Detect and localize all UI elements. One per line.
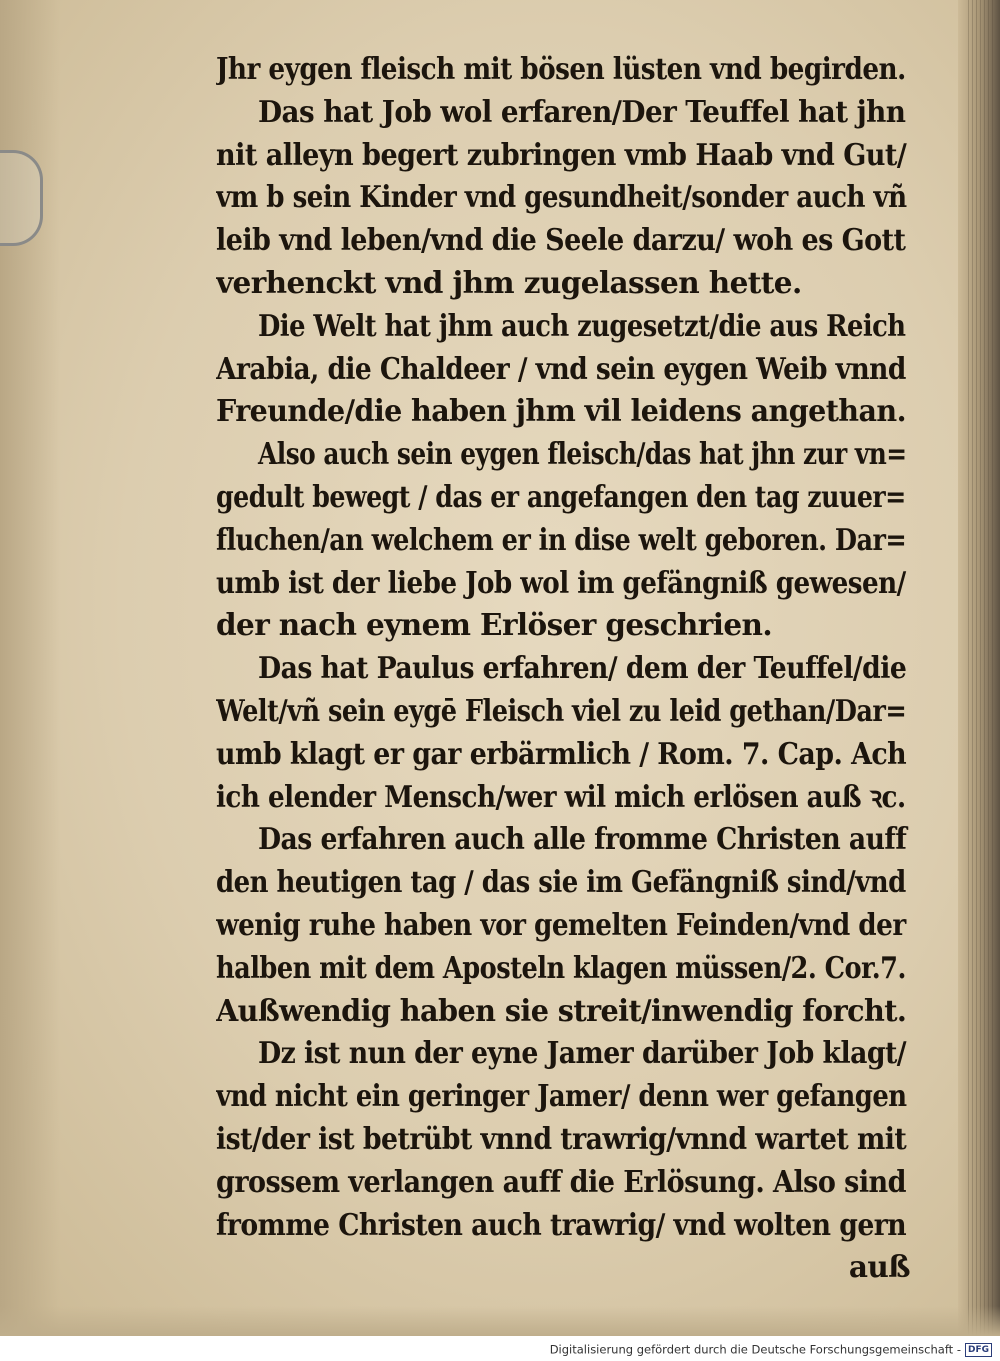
- text-line: wenig ruhe haben vor gemelten Feinden/vnd der: [216, 906, 906, 942]
- text-line: Das erfahren auch alle fromme Christen auff: [258, 821, 907, 857]
- text-line: Dz ist nun der eyne Jamer darüber Job klagt/: [258, 1035, 907, 1071]
- text-line: leib vnd leben/vnd die Seele darzu/ woh es Gott: [216, 222, 906, 258]
- text-line: auß: [848, 1249, 910, 1285]
- text-line: ich elender Mensch/wer wil mich erlösen auß ꝛc.: [216, 778, 906, 814]
- text-line: ist/der ist betrübt vnnd trawrig/vnnd wartet mit: [216, 1120, 907, 1156]
- text-line: Welt/vñ sein eygē Fleisch viel zu leid gethan/Dar=: [216, 692, 907, 728]
- digitization-footer: [0, 1337, 1000, 1361]
- text-line: umb klagt er gar erbärmlich / Rom. 7. Cap. Ach: [216, 735, 907, 771]
- dfg-logo: DFG: [965, 1343, 992, 1357]
- text-line: Arabia, die Chaldeer / vnd sein eygen Weib vnnd: [216, 350, 906, 386]
- text-line: den heutigen tag / das sie im Gefängniß sind/vnd: [216, 864, 906, 900]
- text-line: gedult bewegt / das er angefangen den tag zuuer=: [216, 478, 906, 514]
- text-line: Außwendig haben sie streit/inwendig forcht.: [216, 992, 907, 1028]
- footer-credit-text: Digitalisierung gefördert durch die Deutsche Forschungsgemeinschaft -: [549, 1342, 961, 1357]
- text-line: verhenckt vnd jhm zugelassen hette.: [216, 264, 802, 300]
- text-line: vnd nicht ein geringer Jamer/ denn wer gefangen: [216, 1078, 907, 1114]
- page-clip-holder: [0, 150, 43, 246]
- text-line: Das hat Paulus erfahren/ dem der Teuffel/die: [258, 650, 907, 686]
- text-line: halben mit dem Aposteln klagen müssen/2. Cor.7.: [216, 949, 906, 985]
- text-line: umb ist der liebe Job wol im gefängniß gewesen/: [216, 564, 906, 600]
- text-line: fromme Christen auch trawrig/ vnd wolten gern: [216, 1206, 907, 1242]
- text-line: vm b sein Kinder vnd gesundheit/sonder auch vñ: [216, 179, 907, 215]
- text-line: Das hat Job wol erfaren/Der Teuffel hat jhn: [258, 93, 906, 129]
- text-line: Also auch sein eygen fleisch/das hat jhn zur vn=: [258, 436, 907, 472]
- text-line: Die Welt hat jhm auch zugesetzt/die aus Reich: [258, 307, 906, 343]
- body-text: [216, 48, 916, 1289]
- text-line: grossem verlangen auff die Erlösung. Also sind: [216, 1163, 906, 1199]
- text-line: Jhr eygen fleisch mit bösen lüsten vnd begirden.: [216, 51, 906, 86]
- text-line: nit alleyn begert zubringen vmb Haab vnd Gut/: [216, 136, 907, 172]
- page-bottom-shadow: [0, 1306, 1000, 1336]
- text-line: der nach eynem Erlöser geschrien.: [216, 607, 773, 643]
- page-edge-stack: [968, 0, 994, 1336]
- text-line: Freunde/die haben jhm vil leidens angethan.: [216, 393, 906, 429]
- text-line: fluchen/an welchem er in dise welt geboren. Dar=: [216, 521, 907, 557]
